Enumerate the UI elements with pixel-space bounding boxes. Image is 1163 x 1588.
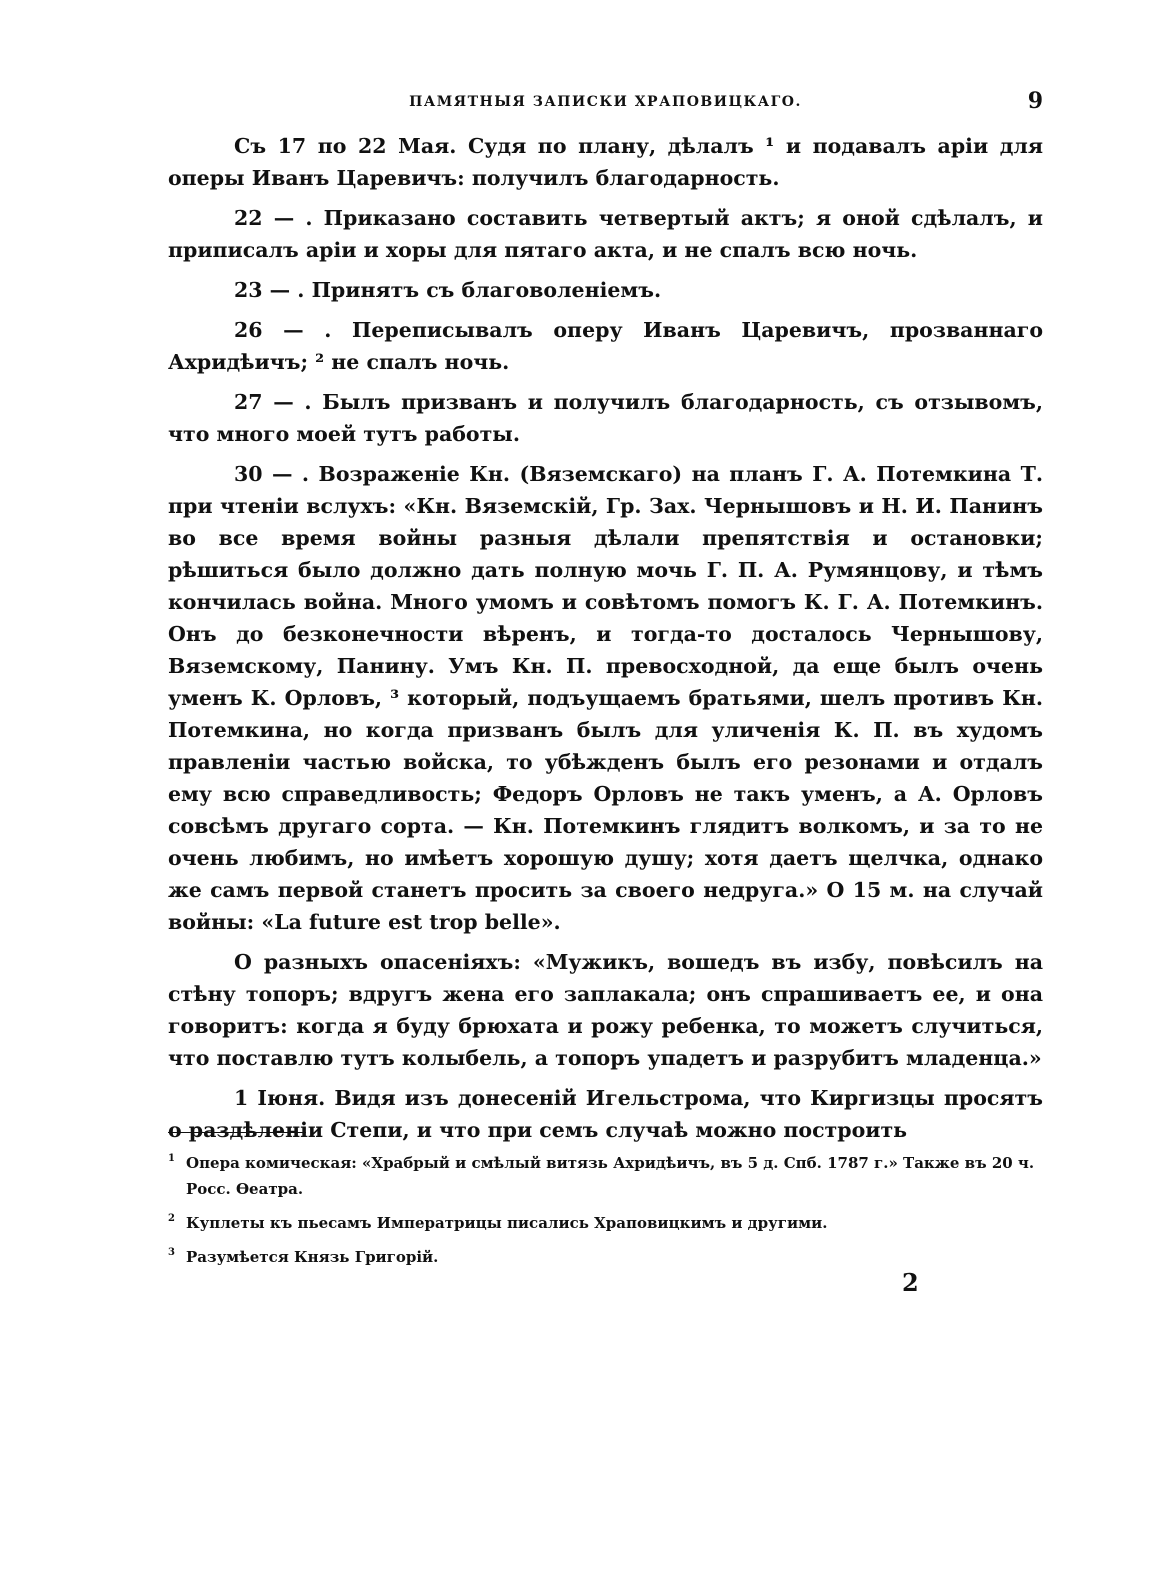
footnote-text: Разумѣется Князь Григорій. — [186, 1248, 439, 1266]
footnote — [168, 1210, 1043, 1236]
page-number: 9 — [1027, 88, 1043, 114]
paragraph: 27 — . Былъ призванъ и получилъ благодарность, съ отзывомъ, что много моей тутъ работы. — [168, 390, 1043, 446]
footnote-text: Опера комическая: «Храбрый и смѣлый витязь Ахридѣичъ, въ 5 д. Спб. 1787 г.» Также въ 20 ч. Росс. Ѳеатра. — [186, 1154, 1035, 1198]
running-title: ПАМЯТНЫЯ ЗАПИСКИ ХРАПОВИЦКАГО. — [409, 94, 802, 110]
signature-mark: 2 — [902, 1268, 919, 1297]
footnote — [168, 1150, 1043, 1202]
paragraph: 1 Іюня. Видя изъ донесеній Игельстрома, что Киргизцы просятъ о раздѣленіи Степи, и что при семъ случаѣ можно построить — [168, 1086, 1043, 1142]
footnote-text: Куплеты къ пьесамъ Императрицы писались Храповицкимъ и другими. — [186, 1214, 828, 1232]
footnotes — [168, 1150, 1043, 1278]
paragraph: 22 — . Приказано составить четвертый актъ; я оной сдѣлалъ, и приписалъ аріи и хоры для пятаго акта, и не спалъ всю ночь. — [168, 206, 1043, 262]
footnote — [168, 1244, 1043, 1270]
paragraph: 26 — . Переписывалъ оперу Иванъ Царевичъ, прозваннаго Ахридѣичъ; ² не спалъ ночь. — [168, 318, 1043, 374]
paragraph: О разныхъ опасеніяхъ: «Мужикъ, вошедъ въ избу, повѣсилъ на стѣну топоръ; вдругъ жена его заплакала; онъ спрашиваетъ ее, и она говоритъ: когда я буду брюхата и рожу ребенка, то можетъ случиться, что поставлю тутъ колыбель, а топоръ упадетъ и разрубитъ младенца.» — [168, 950, 1043, 1070]
paragraph: Съ 17 по 22 Мая. Судя по плану, дѣлалъ ¹ и подавалъ аріи для оперы Иванъ Царевичъ: получилъ благодарность. — [168, 134, 1043, 190]
page-header — [168, 88, 1043, 118]
footnote-mark: 1 — [168, 1153, 175, 1164]
paragraph: 30 — . Возраженіе Кн. (Вяземскаго) на планъ Г. А. Потемкина Т. при чтеніи вслухъ: «Кн. Вяземскій, Гр. Зах. Чернышовъ и Н. И. Панинъ во все время войны разныя дѣлали препятствія и остановки; рѣшиться было должно дать полную мочь Г. П. А. Румянцову, и тѣмъ кончилась война. Много умомъ и совѣтомъ помогъ К. Г. А. Потемкинъ. Онъ до безконечности вѣренъ, и тогда-то досталось Чернышову, Вяземскому, Панину. Умъ Кн. П. превосходной, да еще былъ очень уменъ К. Орловъ, ³ который, подъущаемъ братьями, шелъ противъ Кн. Потемкина, но когда призванъ былъ для уличенія К. П. въ худомъ правленіи частью войска, то убѣжденъ былъ его резонами и отдалъ ему всю справедливость; Федоръ Орловъ не такъ уменъ, а А. Орловъ совсѣмъ другаго сорта. — Кн. Потемкинъ глядитъ волкомъ, и за то не очень любимъ, но имѣетъ хорошую душу; хотя даетъ щелчка, однако же самъ первой станетъ просить за своего недруга.» О 15 м. на случай войны: «La future est trop belle». — [168, 462, 1043, 934]
footnote-mark: 2 — [168, 1213, 175, 1224]
main-text — [168, 130, 1043, 1146]
footnote-divider — [168, 1132, 306, 1133]
footnote-mark: 3 — [168, 1247, 175, 1258]
paragraph: 23 — . Принятъ съ благоволеніемъ. — [234, 278, 662, 302]
